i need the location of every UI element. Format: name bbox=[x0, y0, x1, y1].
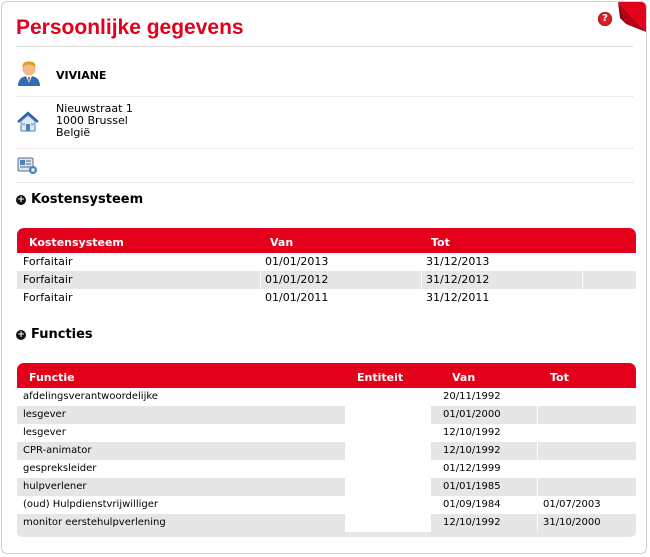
table-row bbox=[17, 253, 636, 271]
title-divider bbox=[16, 46, 633, 47]
cell-kostensysteem: Forfaitair bbox=[23, 255, 73, 268]
entiteit-cell-bg bbox=[345, 442, 431, 460]
cell-van: 20/11/1992 bbox=[443, 391, 501, 402]
address-street: Nieuwstraat 1 bbox=[56, 102, 133, 115]
cell-functie: lesgever bbox=[23, 427, 66, 438]
functies-section-header[interactable] bbox=[16, 327, 93, 342]
cell-functie: lesgever bbox=[23, 409, 66, 420]
cell-functie: CPR-animator bbox=[23, 445, 92, 456]
cell-kostensysteem: Forfaitair bbox=[23, 291, 73, 304]
column-separator bbox=[537, 406, 538, 424]
column-separator bbox=[582, 271, 583, 289]
col-tot: Tot bbox=[550, 371, 569, 384]
cell-van: 12/10/1992 bbox=[443, 517, 501, 528]
table-row bbox=[17, 478, 636, 496]
cell-van: 01/09/1984 bbox=[443, 499, 501, 510]
table-row bbox=[17, 424, 636, 442]
column-separator bbox=[421, 271, 422, 289]
functies-table bbox=[17, 363, 636, 537]
cell-tot: 31/12/2013 bbox=[426, 255, 490, 268]
contact-row bbox=[16, 148, 633, 183]
functies-table-body bbox=[17, 388, 636, 532]
plus-circle-icon[interactable]: + bbox=[17, 195, 25, 205]
cell-van: 12/10/1992 bbox=[443, 427, 501, 438]
kostensysteem-section-header[interactable] bbox=[16, 192, 143, 207]
address-city: 1000 Brussel bbox=[56, 114, 128, 127]
column-separator bbox=[537, 514, 538, 532]
kostensysteem-table-header bbox=[17, 228, 636, 253]
table-row bbox=[17, 289, 636, 307]
cell-van: 01/01/2012 bbox=[265, 273, 329, 286]
col-kostensysteem: Kostensysteem bbox=[29, 236, 124, 249]
col-tot: Tot bbox=[431, 236, 450, 249]
entiteit-cell-bg bbox=[345, 478, 431, 496]
plus-circle-icon[interactable]: + bbox=[17, 330, 25, 340]
address-country: België bbox=[56, 126, 91, 139]
person-icon bbox=[16, 59, 42, 87]
table-footer bbox=[17, 532, 636, 537]
table-row bbox=[17, 442, 636, 460]
cell-tot: 31/12/2012 bbox=[426, 273, 490, 286]
address-block bbox=[56, 103, 133, 139]
cell-van: 12/10/1992 bbox=[443, 445, 501, 456]
cell-functie: hulpverlener bbox=[23, 481, 87, 492]
kostensysteem-table bbox=[17, 228, 636, 307]
cell-functie: gespreksleider bbox=[23, 463, 97, 474]
cell-van: 01/01/2011 bbox=[265, 291, 329, 304]
contact-card-icon bbox=[16, 154, 38, 176]
functies-table-header bbox=[17, 363, 636, 388]
table-row bbox=[17, 271, 636, 289]
table-row bbox=[17, 496, 636, 514]
col-van: Van bbox=[452, 371, 476, 384]
page-corner-fold-icon bbox=[618, 2, 646, 32]
col-van: Van bbox=[270, 236, 294, 249]
cell-functie: monitor eerstehulpverlening bbox=[23, 517, 166, 528]
personal-data-panel bbox=[1, 1, 647, 554]
table-row bbox=[17, 514, 636, 532]
person-name: VIVIANE bbox=[56, 69, 107, 82]
entiteit-cell-bg bbox=[345, 406, 431, 424]
column-separator bbox=[537, 442, 538, 460]
help-icon[interactable]: ? bbox=[598, 12, 612, 26]
person-name-row bbox=[16, 48, 633, 97]
page-title: Persoonlijke gegevens bbox=[16, 16, 244, 39]
cell-tot: 01/07/2003 bbox=[543, 499, 601, 510]
entiteit-cell-bg bbox=[345, 514, 431, 532]
table-row bbox=[17, 406, 636, 424]
cell-tot: 31/12/2011 bbox=[426, 291, 490, 304]
cell-functie: afdelingsverantwoordelijke bbox=[23, 391, 158, 402]
cell-van: 01/12/1999 bbox=[443, 463, 501, 474]
house-icon bbox=[16, 111, 40, 133]
table-row bbox=[17, 460, 636, 478]
cell-tot: 31/10/2000 bbox=[543, 517, 601, 528]
cell-van: 01/01/2013 bbox=[265, 255, 329, 268]
cell-van: 01/01/1985 bbox=[443, 481, 501, 492]
kostensysteem-heading: Kostensysteem bbox=[31, 192, 144, 207]
cell-functie: (oud) Hulpdienstvrijwilliger bbox=[23, 499, 159, 510]
table-row bbox=[17, 388, 636, 406]
functies-heading: Functies bbox=[31, 327, 93, 342]
col-entiteit: Entiteit bbox=[357, 371, 404, 384]
column-separator bbox=[537, 478, 538, 496]
cell-van: 01/01/2000 bbox=[443, 409, 501, 420]
cell-kostensysteem: Forfaitair bbox=[23, 273, 73, 286]
col-functie: Functie bbox=[29, 371, 75, 384]
column-separator bbox=[260, 271, 261, 289]
